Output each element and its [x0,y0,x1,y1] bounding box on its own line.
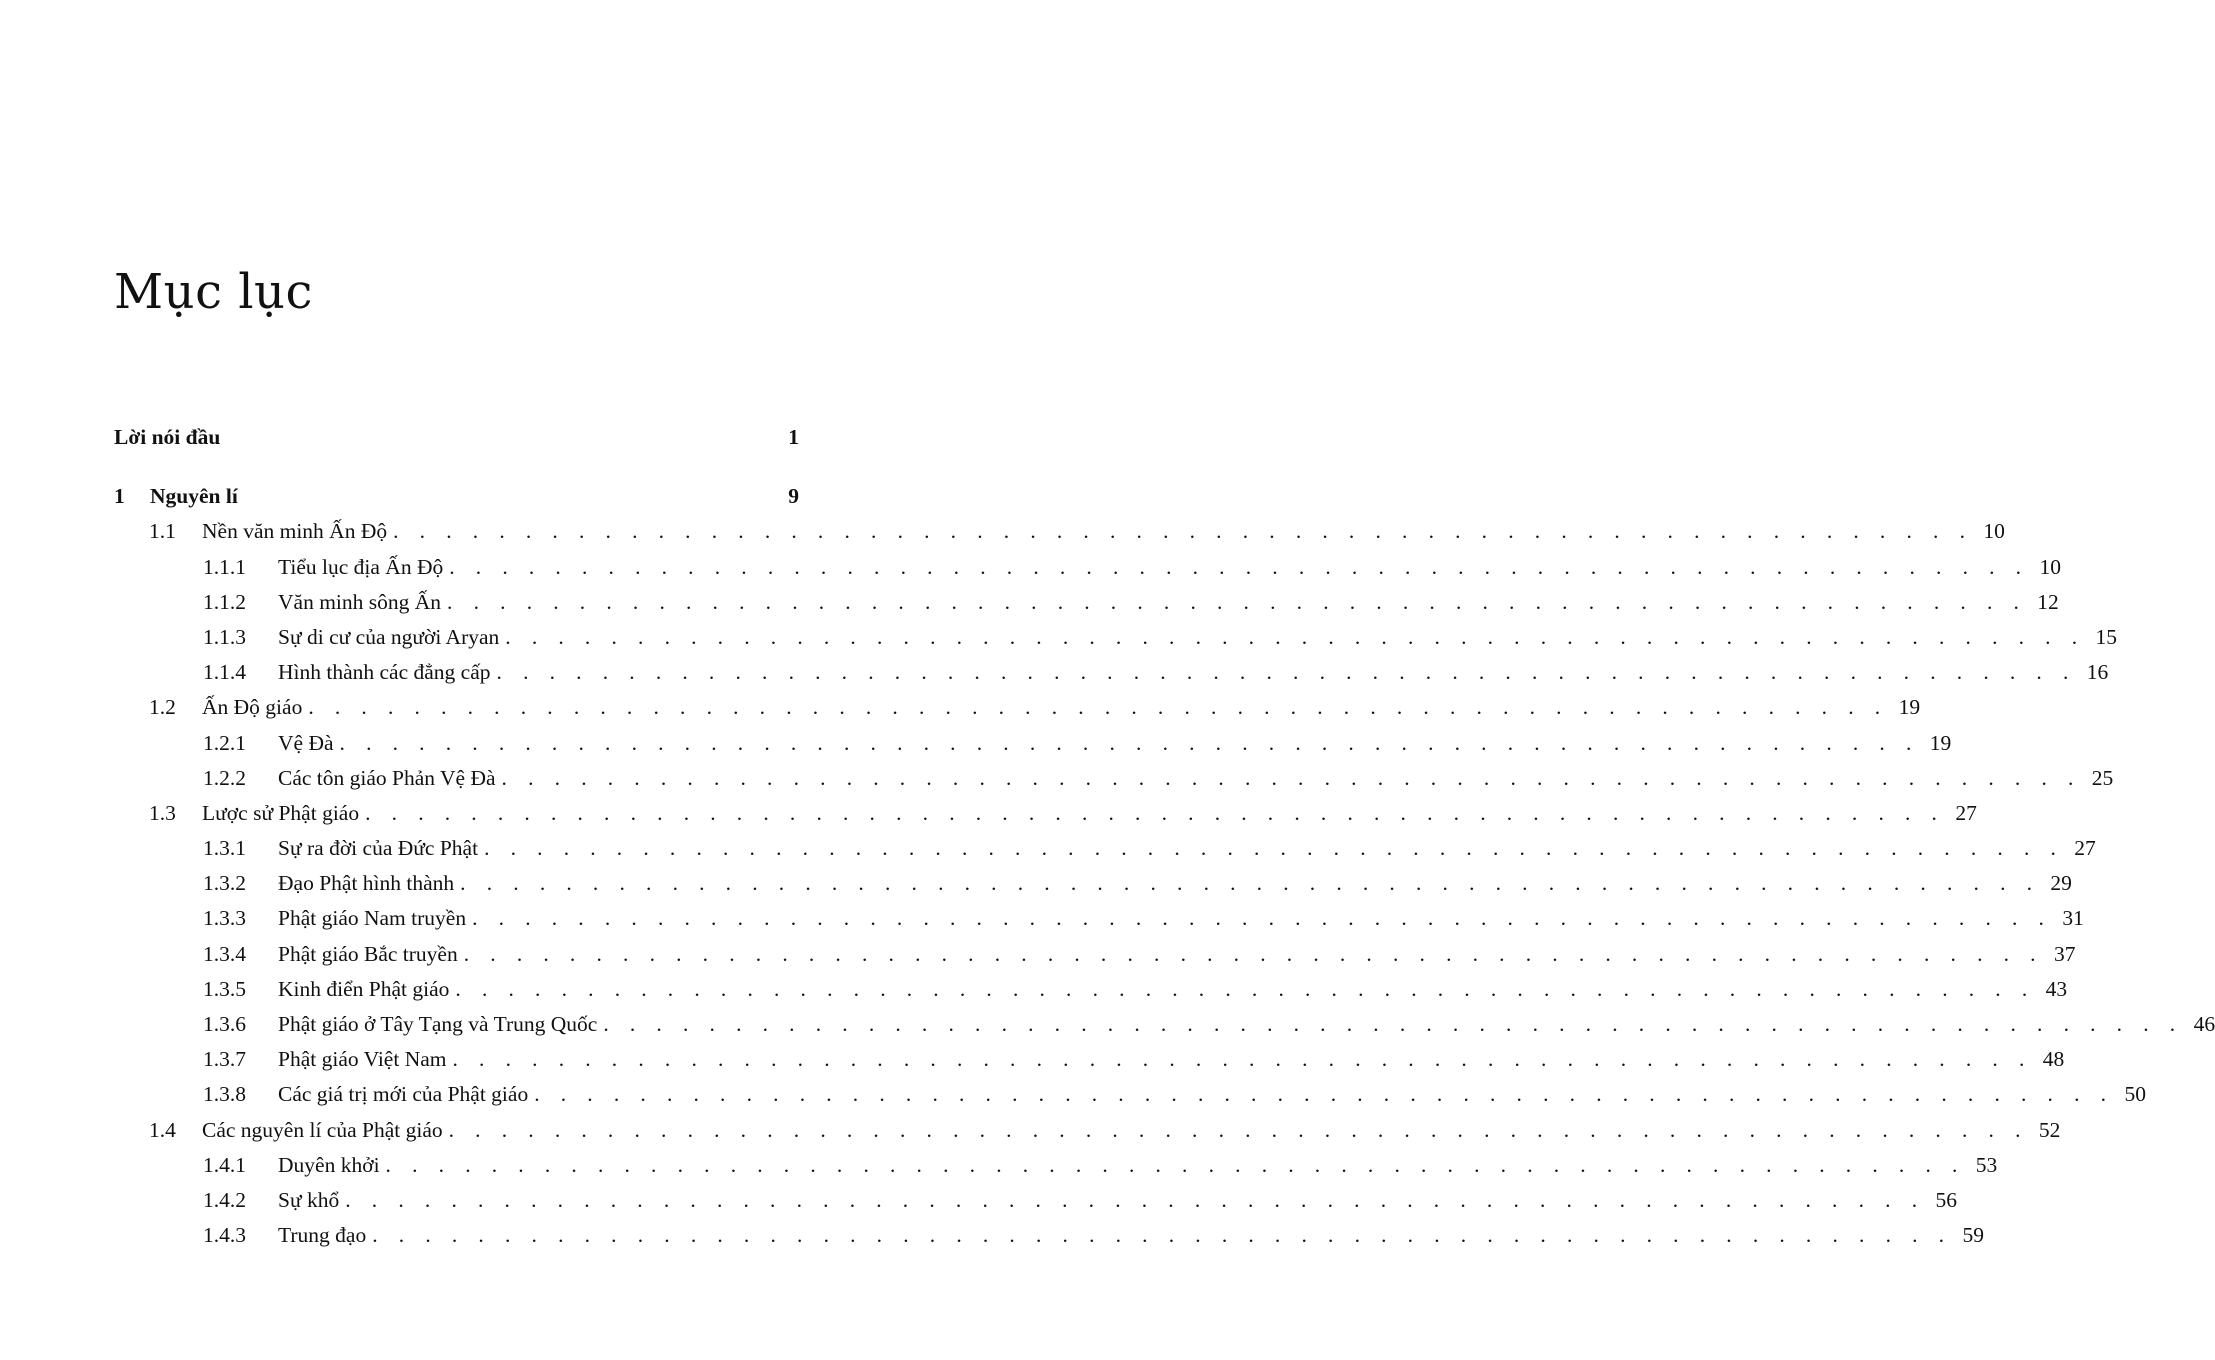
toc-entry-number: 1.1.2 [203,589,246,614]
toc-dot-leader: . . . . . . . . . . . . . . . . . . . . . . . . . . . . . . . . . . . . . . . . . . . . . . . . . . . . . . . . . . . . [345,1187,1925,1212]
toc-entry-title: Phật giáo Bắc truyền [278,941,458,966]
toc-entry-page-number: 29 [2050,871,2072,896]
toc-dot-leader: . . . . . . . . . . . . . . . . . . . . . . . . . . . . . . . . . . . . . . . . . . . . . . . . . . . . . . . . . . . . [463,941,2044,966]
toc-entry-number: 1.3.5 [203,976,246,1001]
toc-entry-number: 1.3.8 [203,1082,246,1107]
page-title: Mục lục [114,264,313,320]
toc-entry-subsection[interactable] [114,1183,1957,1218]
toc-entry-page-number: 56 [1935,1187,1957,1212]
toc-entry-number: 1.3.1 [203,836,246,861]
toc-dot-leader: . . . . . . . . . . . . . . . . . . . . . . . . . . . . . . . . . . . . . . . . . . . . . . . . . . . . . . . . . . . . [534,1082,2114,1107]
toc-entry-subsection[interactable] [114,655,2109,690]
toc-entry-page-number: 27 [1955,800,1977,825]
toc-entry-number: 1.3.2 [203,871,246,896]
toc-entry-subsection[interactable] [114,1218,1984,1253]
toc-entry-page-number: 48 [2042,1047,2065,1072]
toc-entry-subsection[interactable] [114,761,2114,796]
toc-entry-title: Sự di cư của người Aryan [278,624,500,649]
toc-dot-leader: . . . . . . . . . . . . . . . . . . . . . . . . . . . . . . . . . . . . . . . . . . . . . . . . . . . . . . . . . . . . [308,695,1889,720]
toc-dot-leader: . . . . . . . . . . . . . . . . . . . . . . . . . . . . . . . . . . . . . . . . . . . . . . . . . . . . . . . . . . . . [339,730,1920,755]
toc-dot-leader: . . . . . . . . . . . . . . . . . . . . . . . . . . . . . . . . . . . . . . . . . . . . . . . . . . . . . . . . . . . . [393,519,1973,544]
toc-entry-subsection[interactable] [114,620,2118,655]
toc-dot-leader: . . . . . . . . . . . . . . . . . . . . . . . . . . . . . . . . . . . . . . . . . . . . . . . . . . . . . . . . . . . . [472,906,2052,931]
toc-entry-number: 1.2.2 [203,765,246,790]
toc-entry-page-number: 31 [2062,906,2084,931]
toc-entry-page-number: 19 [1898,695,1921,720]
toc-entry-title: Tiểu lục địa Ấn Độ [278,554,444,579]
toc-entry-number: 1.2.1 [203,730,246,755]
toc-entry-page-number: 52 [2038,1117,2061,1142]
toc-entry-number: 1.4.2 [203,1187,246,1212]
toc-entry-page-number: 25 [2091,765,2114,790]
toc-entry-page-number: 43 [2045,976,2068,1001]
toc-entry-subsection[interactable] [114,1007,2215,1042]
toc-entry-subsection[interactable] [114,726,1952,761]
toc-entry-title: Sự ra đời của Đức Phật [278,836,479,861]
toc-entry-number: 1.3 [149,800,176,825]
toc-entry-title: Đạo Phật hình thành [278,871,455,896]
toc-entry-page-number: 10 [2039,554,2061,579]
toc-entry-title: Vệ Đà [278,730,334,755]
toc-dot-leader: . . . . . . . . . . . . . . . . . . . . . . . . . . . . . . . . . . . . . . . . . . . . . . . . . . . . . . . . . . . . [455,976,2036,1001]
toc-entry-number: 1.3.6 [203,1012,246,1036]
toc-entry-section[interactable] [114,690,1921,725]
toc-entry-title: Sự khổ [278,1187,340,1212]
toc-entry-title: Trung đạo [278,1223,367,1248]
toc-dot-leader: . . . . . . . . . . . . . . . . . . . . . . . . . . . . . . . . . . . . . . . . . . . . . . . . . . . . . . . . . . . . [460,871,2040,896]
toc-entry-number: 1.2 [149,695,176,720]
toc-entry-number: 1.1.4 [203,660,246,685]
toc-entry-title: Văn minh sông Ấn [278,589,442,614]
toc-dot-leader: . . . . . . . . . . . . . . . . . . . . . . . . . . . . . . . . . . . . . . . . . . . . . . . . . . . . . . . . . . . . [505,624,2086,649]
toc-entry-title: Nguyên lí [150,484,238,509]
toc-entry-title: Các giá trị mới của Phật giáo [278,1082,529,1107]
toc-entry-page-number: 10 [1983,519,2005,544]
toc-entry-title: Ấn Độ giáo [202,695,303,720]
toc-entry-title: Duyên khởi [278,1152,380,1177]
toc-entry-number: 1.4 [149,1117,176,1142]
toc-entry-subsection[interactable] [114,937,2076,972]
toc-dot-leader: . . . . . . . . . . . . . . . . . . . . . . . . . . . . . . . . . . . . . . . . . . . . . . . . . . . . . . . . . . . . [385,1152,1966,1177]
toc-entry-subsection[interactable] [114,1042,2065,1077]
toc-dot-leader: . . . . . . . . . . . . . . . . . . . . . . . . . . . . . . . . . . . . . . . . . . . . . . . . . . . . . . . . . . . . [452,1047,2033,1072]
toc-entry-number: 1 [114,484,125,509]
toc-dot-leader: . . . . . . . . . . . . . . . . . . . . . . . . . . . . . . . . . . . . . . . . . . . . . . . . . . . . . . . . . . . . [449,554,2029,579]
toc-entry-subsection[interactable] [114,972,2068,1007]
toc-dot-leader: . . . . . . . . . . . . . . . . . . . . . . . . . . . . . . . . . . . . . . . . . . . . . . . . . . . . . . . . . . . . [501,765,2082,790]
toc-entry-number: 1.3.3 [203,906,246,931]
toc-entry-number: 1.3.4 [203,941,246,966]
toc-dot-leader: . . . . . . . . . . . . . . . . . . . . . . . . . . . . . . . . . . . . . . . . . . . . . . . . . . . . . . . . . . . . [365,800,1945,825]
toc-entry-number: 1.3.7 [203,1047,246,1072]
toc-entry-subsection[interactable] [114,1077,2146,1112]
toc-entry-number: 1.4.3 [203,1223,246,1248]
toc-entry-title: Phật giáo Nam truyền [278,906,467,931]
toc-entry-subsection[interactable] [114,901,2084,936]
toc-entry-title: Phật giáo ở Tây Tạng và Trung Quốc [278,1012,598,1036]
toc-entry-number: 1.1.1 [203,554,246,579]
toc-entry-page-number: 16 [2086,660,2109,685]
toc-entry-page-number: 37 [2053,941,2076,966]
toc-entry-chapter[interactable] [114,479,799,514]
toc-dot-leader: . . . . . . . . . . . . . . . . . . . . . . . . . . . . . . . . . . . . . . . . . . . . . . . . . . . . . . . . . . . . [603,1012,2184,1036]
toc-entry-page-number: 12 [2037,589,2059,614]
toc-entry-page-number: 50 [2124,1082,2146,1107]
toc-entry-subsection[interactable] [114,550,2061,585]
toc-entry-title: Nền văn minh Ấn Độ [202,519,388,544]
toc-entry-section[interactable] [114,514,2005,549]
toc-entry-number: 1.4.1 [203,1152,246,1177]
toc-entry-title: Phật giáo Việt Nam [278,1047,447,1072]
toc-entry-title: Các tôn giáo Phản Vệ Đà [278,765,496,790]
toc-entry-title: Hình thành các đẳng cấp [278,660,491,685]
toc-dot-leader: . . . . . . . . . . . . . . . . . . . . . . . . . . . . . . . . . . . . . . . . . . . . . . . . . . . . . . . . . . . . [448,1117,2029,1142]
toc-entry-page-number: 1 [788,425,799,449]
toc-entry-number: 1.1.3 [203,624,246,649]
toc-entry-section[interactable] [114,796,1977,831]
toc-entry-page-number: 19 [1929,730,1952,755]
table-of-contents [114,420,2215,1253]
toc-entry-subsection[interactable] [114,831,2096,866]
toc-entry-page-number: 46 [2193,1012,2215,1036]
toc-entry-title: Các nguyên lí của Phật giáo [202,1117,443,1142]
toc-entry-title: Lược sử Phật giáo [202,800,360,825]
toc-entry-title: Kinh điển Phật giáo [278,976,450,1001]
toc-entry-page-number: 15 [2095,624,2118,649]
toc-entry-page-number: 9 [788,484,799,509]
toc-entry-page-number: 27 [2074,836,2096,861]
toc-entry-number: 1.1 [149,519,176,544]
toc-dot-leader: . . . . . . . . . . . . . . . . . . . . . . . . . . . . . . . . . . . . . . . . . . . . . . . . . . . . . . . . . . . . [496,660,2077,685]
toc-entry-subsection[interactable] [114,585,2059,620]
toc-entry-subsection[interactable] [114,866,2072,901]
toc-dot-leader: . . . . . . . . . . . . . . . . . . . . . . . . . . . . . . . . . . . . . . . . . . . . . . . . . . . . . . . . . . . . [447,589,2027,614]
toc-dot-leader: . . . . . . . . . . . . . . . . . . . . . . . . . . . . . . . . . . . . . . . . . . . . . . . . . . . . . . . . . . . . [484,836,2064,861]
toc-dot-leader: . . . . . . . . . . . . . . . . . . . . . . . . . . . . . . . . . . . . . . . . . . . . . . . . . . . . . . . . . . . . [372,1223,1952,1248]
toc-entry-preface[interactable] [114,420,799,455]
toc-entry-page-number: 53 [1975,1152,1998,1177]
toc-entry-subsection[interactable] [114,1148,1998,1183]
toc-entry-section[interactable] [114,1113,2061,1148]
toc-entry-page-number: 59 [1962,1223,1984,1248]
toc-entry-title: Lời nói đầu [114,425,221,449]
